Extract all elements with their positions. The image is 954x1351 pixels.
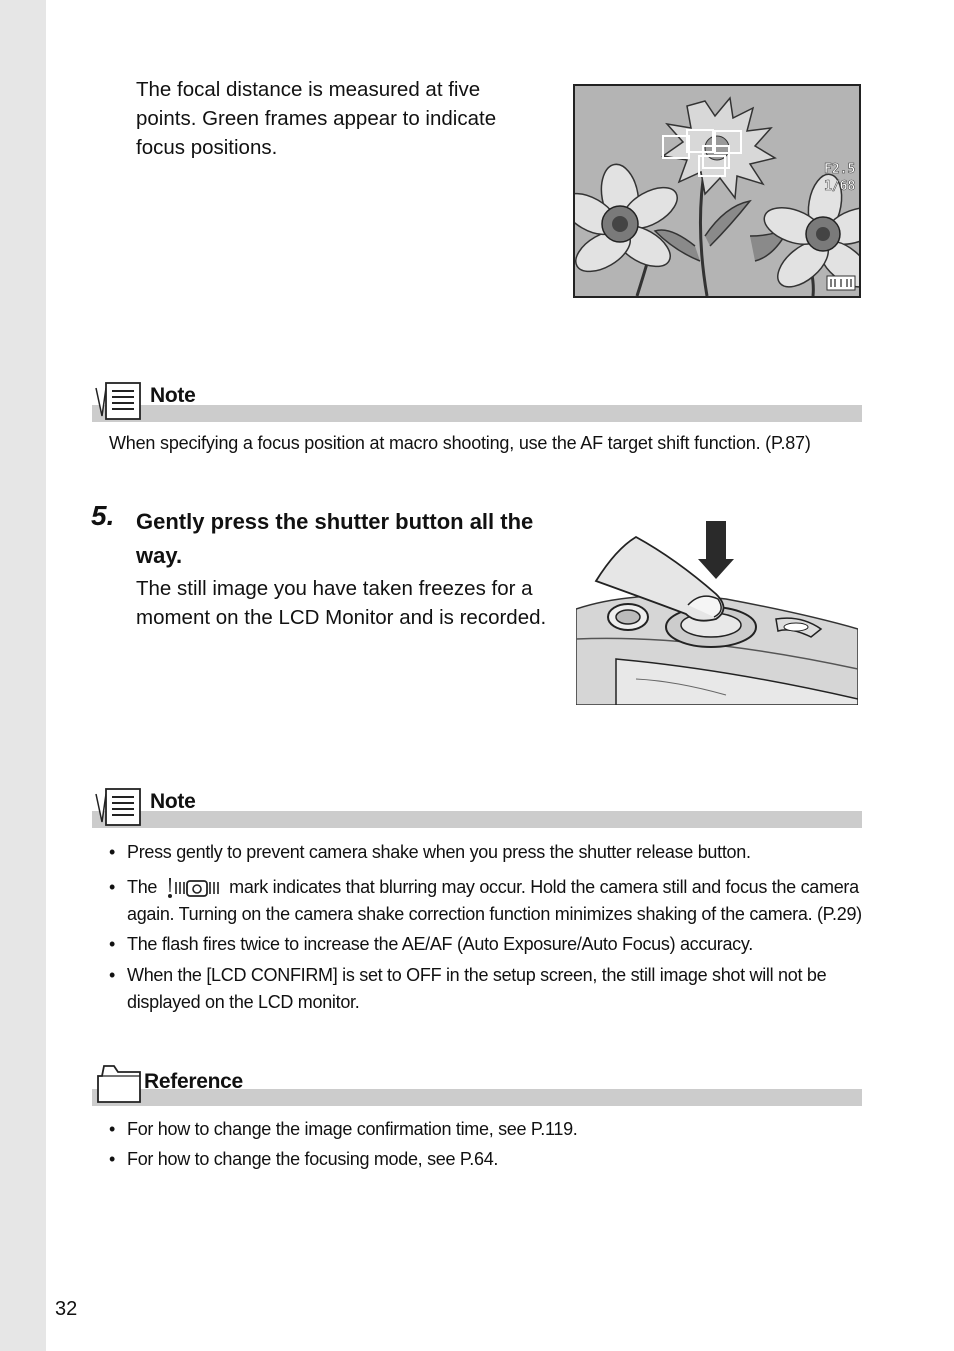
camera-shake-icon <box>827 276 855 290</box>
bullet-dot: • <box>109 934 116 954</box>
page-number: 32 <box>55 1298 78 1320</box>
list-item: • For how to change the image confirmation time, see P.119. <box>109 1116 864 1143</box>
bullet-dot: • <box>109 1149 116 1169</box>
bullet-dot: • <box>109 1119 116 1139</box>
list-item: • Press gently to prevent camera shake when you press the shutter release button. <box>109 839 864 866</box>
note-icon <box>92 380 142 422</box>
note-text: When specifying a focus position at macro shooting, use the AF target shift function. (P.87) <box>109 433 811 453</box>
intro-paragraph: The focal distance is measured at five points. Green frames appear to indicate focus positions. <box>136 78 497 159</box>
note-title: Note <box>150 384 196 407</box>
shutter-press-illustration <box>576 519 858 705</box>
note-header <box>92 786 862 828</box>
note-header <box>92 380 862 422</box>
reference-bullet-list <box>109 1116 864 1173</box>
flower-illustration <box>575 86 859 296</box>
reference-title: Reference <box>144 1070 243 1093</box>
note-icon <box>92 786 142 828</box>
bullet-dot: • <box>109 877 116 897</box>
list-item: • For how to change the focusing mode, see P.64. <box>109 1146 864 1173</box>
note-title: Note <box>150 790 196 813</box>
lcd-preview-image <box>573 84 861 298</box>
note-bullet-list <box>109 839 864 1016</box>
bullet-dot: • <box>109 965 116 985</box>
step-heading: Gently press the shutter button all the way. <box>136 509 534 568</box>
reference-folder-icon <box>94 1062 144 1106</box>
bullet-dot: • <box>109 842 116 862</box>
list-item: • The flash fires twice to increase the AE/AF (Auto Exposure/Auto Focus) accuracy. <box>109 931 864 958</box>
reference-header <box>92 1062 862 1106</box>
list-item: • When the [LCD CONFIRM] is set to OFF in the setup screen, the still image shot will not be displayed on the LCD monitor. <box>109 962 864 1016</box>
step-number: 5. <box>91 500 115 531</box>
shutter-readout: 1/68 <box>824 179 856 194</box>
list-item: • The mark indicates that blurring may occur. Hold the camera still and focus the camera again. Turning on the camera shake correction function minimizes shaking of the camera. (P.29) <box>109 874 864 928</box>
side-margin-strip <box>0 0 46 1351</box>
aperture-readout: F2.5 <box>824 162 856 177</box>
camera-shake-warning-icon <box>165 876 223 900</box>
step-description: The still image you have taken freezes for a moment on the LCD Monitor and is recorded. <box>136 577 547 629</box>
